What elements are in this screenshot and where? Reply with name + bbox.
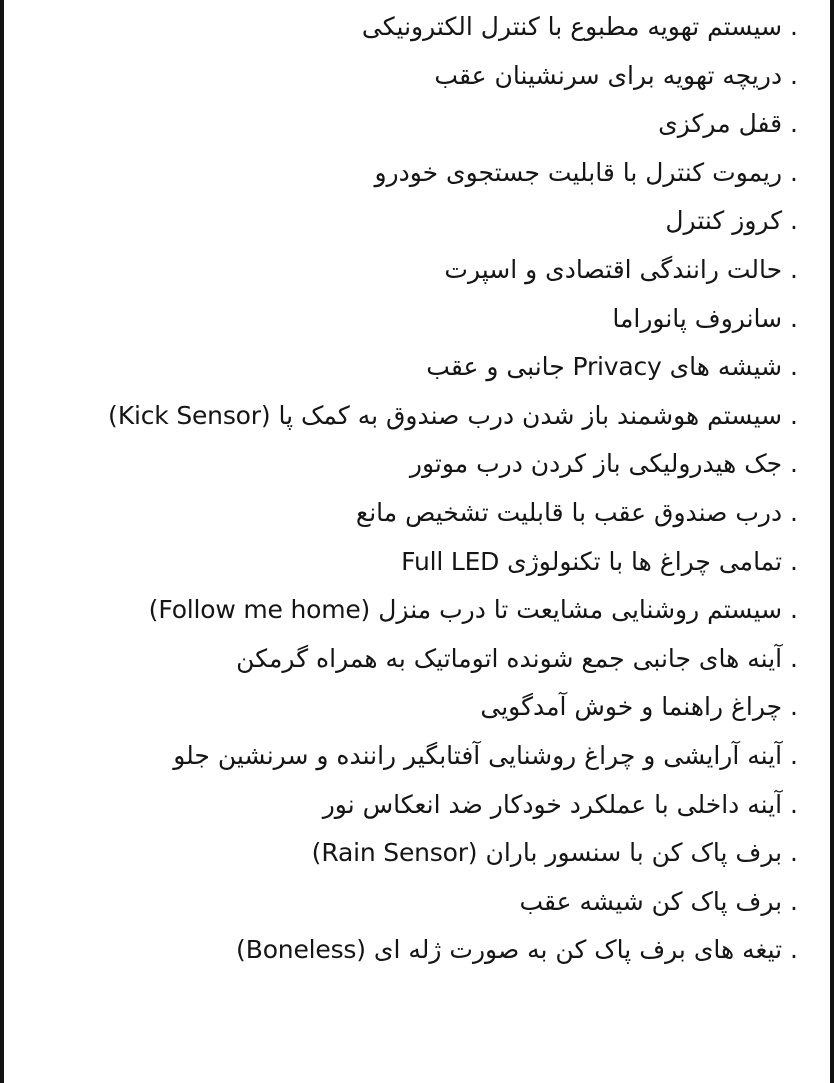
feature-item: . سیستم هوشمند باز شدن درب صندوق به کمک پا (Kick Sensor): [108, 400, 798, 430]
feature-item: . آینه داخلی با عملکرد خودکار ضد انعکاس نور: [322, 789, 798, 819]
feature-item: . برف پاک کن شیشه عقب: [519, 886, 798, 916]
feature-item: . چراغ راهنما و خوش آمدگویی: [480, 692, 798, 722]
feature-item: . شیشه های Privacy جانبی و عقب: [426, 352, 798, 382]
right-border: [830, 0, 834, 1083]
feature-item: . حالت رانندگی اقتصادی و اسپرت: [444, 254, 798, 284]
feature-list: [38, 3, 798, 975]
feature-item: . کروز کنترل: [665, 206, 798, 236]
feature-item: . جک هیدرولیکی باز کردن درب موتور: [409, 449, 798, 479]
left-border: [0, 0, 4, 1083]
feature-item: . آینه های جانبی جمع شونده اتوماتیک به همراه گرمکن: [236, 643, 798, 673]
feature-item: . آینه آرایشی و چراغ روشنایی آفتابگیر راننده و سرنشین جلو: [173, 740, 798, 770]
feature-item: . قفل مرکزی: [658, 109, 798, 139]
feature-item: . سانروف پانوراما: [612, 303, 798, 333]
feature-item: . تیغه های برف پاک کن به صورت ژله ای (Boneless): [236, 935, 798, 965]
feature-item: . ریموت کنترل با قابلیت جستجوی خودرو: [374, 157, 798, 187]
feature-item: . دریچه تهویه برای سرنشینان عقب: [434, 60, 798, 90]
feature-item: . تمامی چراغ ها با تکنولوژی Full LED: [401, 546, 798, 576]
feature-item: . سیستم روشنایی مشایعت تا درب منزل (Follow me home): [148, 595, 798, 625]
feature-item: . درب صندوق عقب با قابلیت تشخیص مانع: [355, 497, 798, 527]
feature-item: . برف پاک کن با سنسور باران (Rain Sensor): [311, 838, 798, 868]
feature-item: . سیستم تهویه مطبوع با کنترل الکترونیکی: [361, 12, 798, 41]
